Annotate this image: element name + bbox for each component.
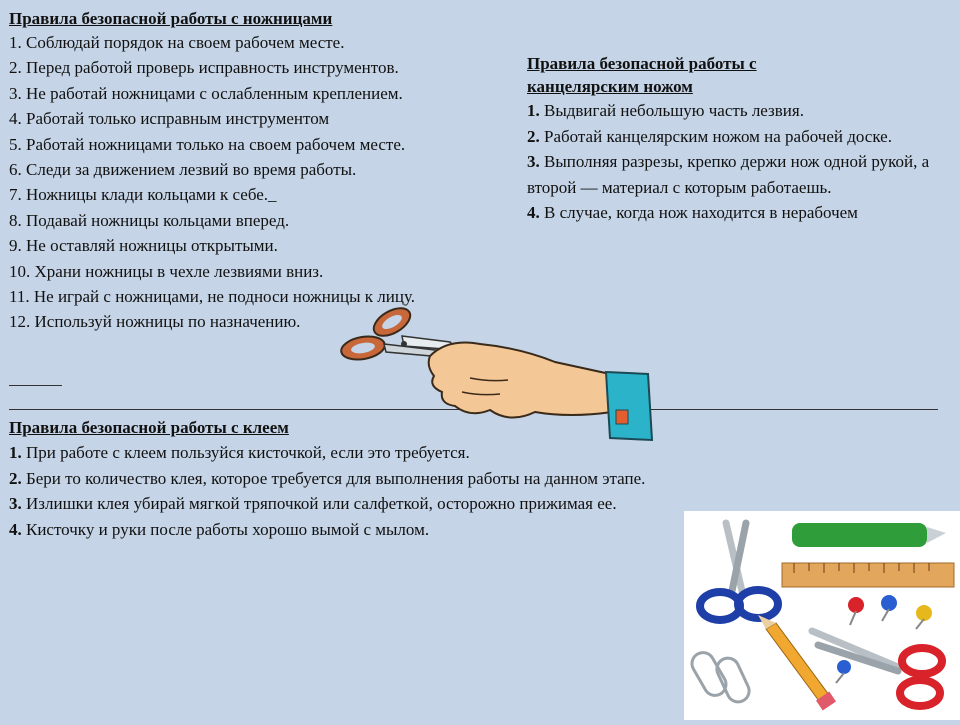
glue-rule-1-text: При работе с клеем пользуйся кисточкой, если это требуется. [21,443,470,462]
paper-clips-icon [688,649,753,706]
school-tools-icon [684,511,960,720]
knife-rule-3-number: 3. [527,152,540,172]
scissors-rule-7: 7. Ножницы клади кольцами к себе._ [9,185,277,205]
scissors-rule-4: 4. Работай только исправным инструментом [9,109,330,129]
scissors-rules-title: Правила безопасной работы с ножницами [9,9,333,28]
pencil-icon [758,615,836,710]
knife-rules-title-line1: Правила безопасной работы с [527,54,757,73]
knife-rule-3 [527,149,937,200]
scissors-rule-6: 6. Следи за движением лезвий во время работы. [9,160,357,180]
knife-rule-3-text: Выполняя разрезы, крепко держи нож одной рукой, а второй — материал с которым работаешь. [527,152,930,197]
ruler-icon [782,563,954,587]
short-divider [9,385,62,386]
school-tools-photo [684,511,960,720]
glue-rule-4-text: Кисточку и руки после работы хорошо вымой с мылом. [21,519,430,539]
scissors-rule-1: 1. Соблюдай порядок на своем рабочем месте. [9,33,345,52]
scissors-rule-10: 10. Храни ножницы в чехле лезвиями вниз. [9,261,324,281]
knife-rules-title-line2: канцелярским ножом [527,77,693,96]
knife-rule-4-text: В случае, когда нож находится в нерабочем [539,203,858,223]
scissors-rule-8: 8. Подавай ножницы кольцами вперед. [9,210,290,230]
knife-rule-2 [527,124,937,150]
scissors-rules-section [9,8,529,335]
knife-rule-2-text: Работай канцелярским ножом на рабочей доске. [539,126,892,146]
glue-rule-3-number: 3. [9,494,22,514]
glue-rule-3-text: Излишки клея убирай мягкой тряпочкой или салфеткой, осторожно прижимая ее. [21,494,617,514]
glue-rule-2-text: Бери то количество клея, которое требуется для выполнения работы на данном этапе. [21,468,646,488]
knife-rules-section [527,52,937,226]
red-scissors-icon [812,631,942,706]
glue-rule-4-number: 4. [9,519,22,539]
glue-rule-1-number: 1. [9,443,22,462]
scissors-rule-5: 5. Работай ножницами только на своем рабочем месте. [9,134,406,154]
scissors-rule-11: 11. Не играй с ножницами, не подноси ножницы к лицу. [9,287,415,307]
knife-rule-4 [527,200,937,226]
knife-rule-1 [527,98,937,124]
glue-rule-2-number: 2. [9,468,22,488]
utility-knife-icon [792,523,946,547]
knife-rule-4-number: 4. [527,203,540,223]
blue-scissors-icon [700,523,778,620]
scissors-rule-12: 12. Используй ножницы по назначению. [9,312,301,332]
knife-rule-1-number: 1. [527,101,540,120]
scissors-rule-3: 3. Не работай ножницами с ослабленным креплением. [9,83,403,103]
hand-holding-scissors-icon [330,300,660,450]
glue-rule-2 [9,466,869,492]
scissors-rule-9: 9. Не оставляй ножницы открытыми. [9,236,278,256]
scissors-rule-2: 2. Перед работой проверь исправность инструментов. [9,58,399,78]
knife-rule-2-number: 2. [527,126,540,146]
glue-rules-title: Правила безопасной работы с клеем [9,418,289,437]
knife-rule-1-text: Выдвигай небольшую часть лезвия. [539,101,804,120]
